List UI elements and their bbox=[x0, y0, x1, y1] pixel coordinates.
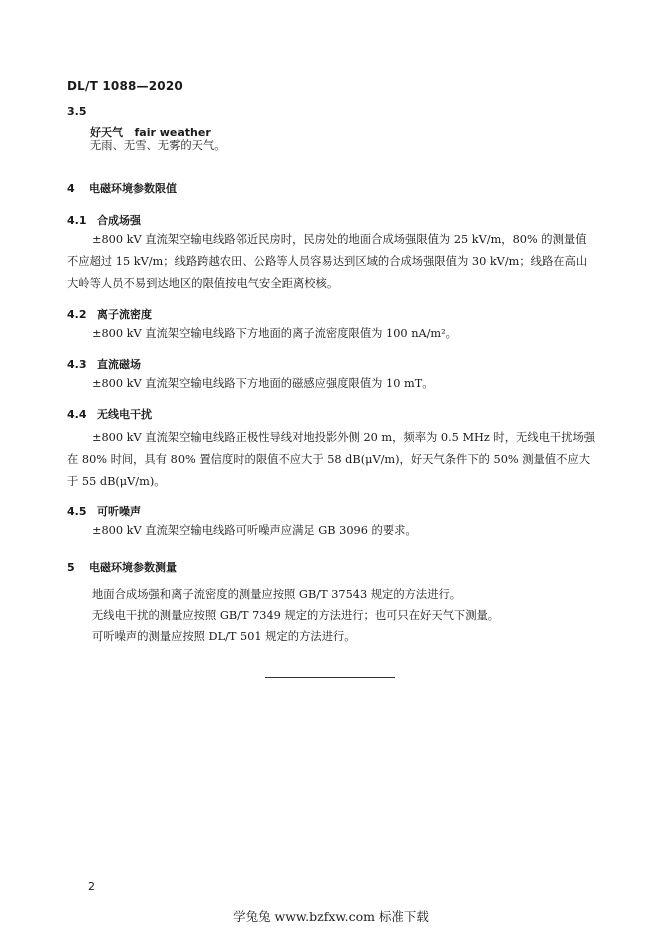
section-4-number: 4 bbox=[67, 182, 75, 195]
section-4-5-line-1: ±800 kV 直流架空输电线路可听噪声应满足 GB 3096 的要求。 bbox=[92, 524, 417, 537]
term-title-cn: 好天气 bbox=[90, 126, 123, 139]
section-4-title: 电磁环境参数限值 bbox=[89, 182, 177, 195]
term-number: 3.5 bbox=[67, 105, 87, 118]
section-4-4-line-1: ±800 kV 直流架空输电线路正极性导线对地投影外侧 20 m，频率为 0.5 MHz 时，无线电干扰场强 bbox=[92, 431, 596, 444]
section-4-5-title: 可听噪声 bbox=[97, 505, 141, 518]
section-4-1-line-1: ±800 kV 直流架空输电线路邻近民房时，民房处的地面合成场强限值为 25 kV/m，80% 的测量值 bbox=[92, 233, 587, 246]
section-4-5-number: 4.5 bbox=[67, 505, 87, 518]
term-definition: 无雨、无雪、无雾的天气。 bbox=[90, 139, 226, 152]
document-number-header: DL/T 1088—2020 bbox=[67, 79, 183, 93]
section-4-1-line-2: 不应超过 15 kV/m；线路跨越农田、公路等人员容易达到区域的合成场强限值为 30 kV/m；线路在高山 bbox=[67, 255, 588, 268]
section-4-1-heading bbox=[67, 212, 141, 228]
section-4-1-title: 合成场强 bbox=[97, 214, 141, 227]
section-4-3-number: 4.3 bbox=[67, 358, 87, 371]
section-5-number: 5 bbox=[67, 561, 75, 574]
section-4-heading bbox=[67, 180, 177, 196]
section-4-2-number: 4.2 bbox=[67, 308, 87, 321]
page-number: 2 bbox=[88, 880, 95, 893]
section-4-2-heading bbox=[67, 306, 152, 322]
section-5-title: 电磁环境参数测量 bbox=[89, 561, 177, 574]
term-title-en: fair weather bbox=[134, 126, 211, 139]
section-5-line-2: 无线电干扰的测量应按照 GB/T 7349 规定的方法进行；也可只在好天气下测量。 bbox=[92, 609, 500, 622]
section-4-3-heading bbox=[67, 356, 141, 372]
section-5-heading bbox=[67, 559, 177, 575]
section-4-4-heading bbox=[67, 406, 152, 422]
section-4-1-number: 4.1 bbox=[67, 214, 87, 227]
section-4-3-title: 直流磁场 bbox=[97, 358, 141, 371]
section-4-2-title: 离子流密度 bbox=[97, 308, 152, 321]
section-4-1-line-3: 大岭等人员不易到达地区的限值按电气安全距离校核。 bbox=[67, 277, 339, 290]
footer-watermark: 学兔兔 www.bzfxw.com 标准下载 bbox=[233, 909, 429, 924]
section-4-4-title: 无线电干扰 bbox=[97, 408, 152, 421]
section-4-4-number: 4.4 bbox=[67, 408, 87, 421]
end-of-text-rule bbox=[265, 677, 395, 678]
section-5-line-3: 可听噪声的测量应按照 DL/T 501 规定的方法进行。 bbox=[92, 630, 356, 643]
section-5-line-1: 地面合成场强和离子流密度的测量应按照 GB/T 37543 规定的方法进行。 bbox=[92, 588, 462, 601]
section-4-4-line-3: 于 55 dB(μV/m)。 bbox=[67, 475, 166, 488]
section-4-2-line-1: ±800 kV 直流架空输电线路下方地面的离子流密度限值为 100 nA/m²。 bbox=[92, 327, 457, 340]
section-4-4-line-2: 在 80% 时间，具有 80% 置信度时的限值不应大于 58 dB(μV/m)，好天气条件下的 50% 测量值不应大 bbox=[67, 453, 591, 466]
section-4-5-heading bbox=[67, 503, 141, 519]
section-4-3-line-1: ±800 kV 直流架空输电线路下方地面的磁感应强度限值为 10 mT。 bbox=[92, 377, 434, 390]
